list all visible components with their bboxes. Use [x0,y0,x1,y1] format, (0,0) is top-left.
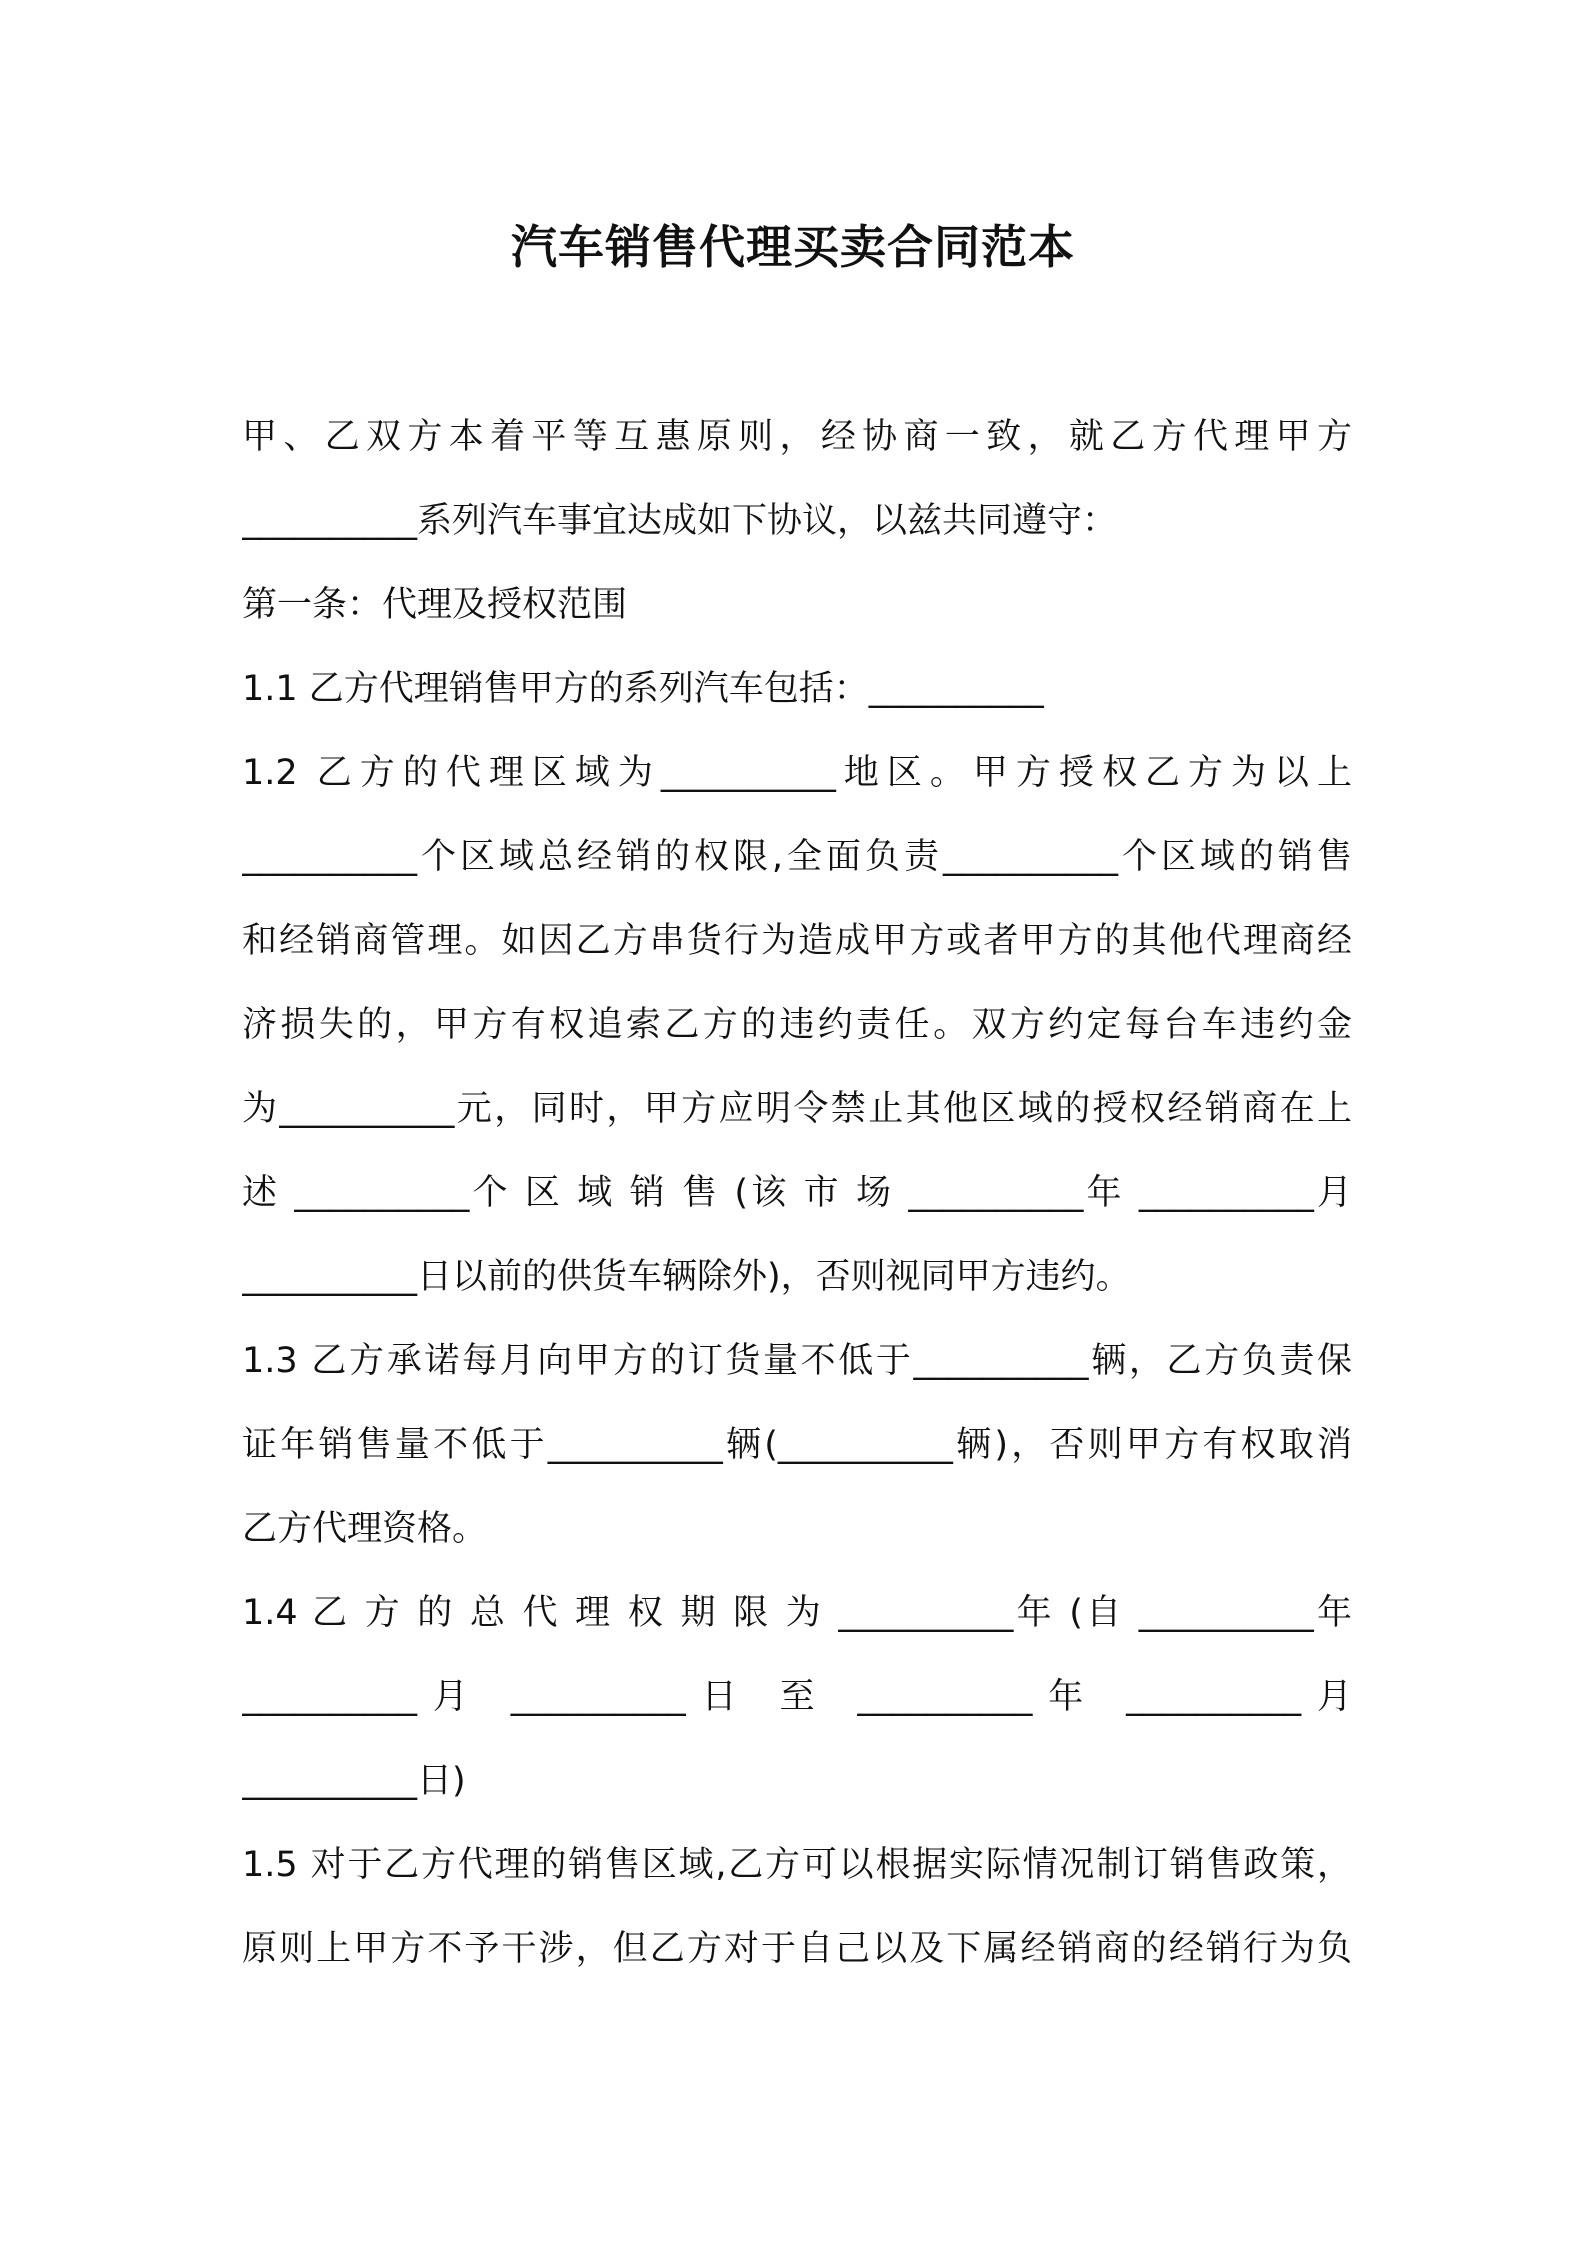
clause-line: __________日) [242,1761,466,1801]
clause-line: 济损失的，甲方有权追索乙方的违约责任。双方约定每台车违约金 [242,1005,1352,1045]
clause-line: 和经销商管理。如因乙方串货行为造成甲方或者甲方的其他代理商经 [242,921,1352,961]
clause-line: 原则上甲方不予干涉，但乙方对于自己以及下属经销商的经销行为负 [242,1929,1352,1969]
clause-line: __________月 __________日 至 __________年 __________月 [242,1677,1352,1717]
document-title: 汽车销售代理买卖合同范本 [511,220,1075,274]
clause-line: __________日以前的供货车辆除外)，否则视同甲方违约。 [242,1257,1131,1297]
clause-line: 1.5 对于乙方代理的销售区域,乙方可以根据实际情况制订销售政策， [242,1845,1352,1885]
clause-line: 1.1 乙方代理销售甲方的系列汽车包括：__________ [242,669,1044,709]
clause-line: 1.2 乙方的代理区域为__________地区。甲方授权乙方为以上 [242,753,1352,793]
clause-line: 证年销售量不低于__________辆(__________辆)，否则甲方有权取消 [242,1425,1352,1465]
paragraph-line: 甲、乙双方本着平等互惠原则，经协商一致，就乙方代理甲方 [242,417,1352,457]
paragraph-line: __________系列汽车事宜达成如下协议，以兹共同遵守： [242,501,1118,541]
section-heading: 第一条：代理及授权范围 [242,585,628,625]
clause-line: 述 __________个 区 域 销 售 (该 市 场 __________年 __________月 [242,1173,1352,1213]
clause-line: 为__________元，同时，甲方应明令禁止其他区域的授权经销商在上 [242,1089,1352,1129]
clause-line: 乙方代理资格。 [242,1509,488,1549]
clause-line: 1.4 乙 方 的 总 代 理 权 期 限 为 __________年 (自 __________年 [242,1593,1352,1633]
clause-line: 1.3 乙方承诺每月向甲方的订货量不低于__________辆，乙方负责保 [242,1341,1352,1381]
clause-line: __________个区域总经销的权限,全面负责__________个区域的销售 [242,837,1352,877]
